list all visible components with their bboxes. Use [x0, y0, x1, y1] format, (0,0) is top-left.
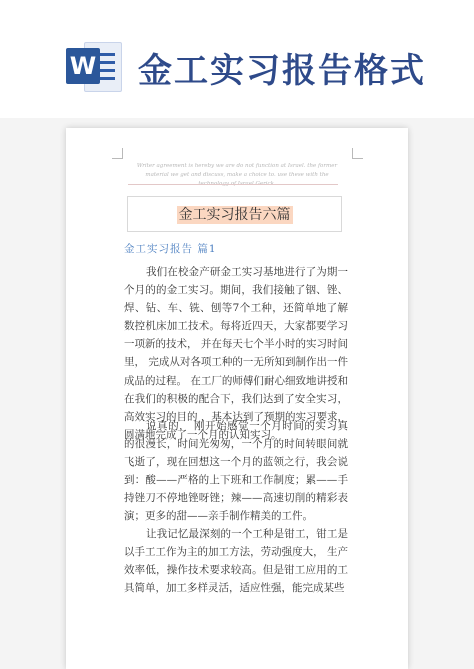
page-corner-mark	[112, 148, 123, 159]
paragraph: 说真的， 刚开始感觉一个月时间的实习真的很漫长，时间光匆匆，一个月的时间转眼间就飞逝了，现在回想这一个月的蓝领之行，我会说到：酸——严格的上下班和工作制度；累——手持锉刀不停地锉呀锉；辣——高速切削的精彩表演；更多的甜——亲手制作精美的工件。	[124, 420, 348, 523]
paragraph: 我们在校金产研金工实习基地进行了为期一个月的的金工实习。期间，我们接触了铟、锉、焊、钻、车、铣、刨等7个工种，还简单地了解数控机床加工技术。每将近四天，大家都要学习一项新的技术， 并在每天七个半小时的实习时间里， 完成从对各项工种的一无所知到制作出一件成品的过程。 在工厂的师傅们耐心细致地讲授和在我们的积极的配合下，我们达到了安全实习，高效实习的目的 ，基本达到了预期的实习要求，圆满地完成了一个月的认知实习。	[124, 266, 348, 441]
page-title: 金工实习报告格式	[138, 51, 426, 91]
banner-title	[128, 204, 341, 224]
banner-title-text: 金工实习报告六篇	[178, 207, 291, 223]
header-rule	[128, 184, 338, 185]
header	[0, 0, 474, 115]
title-banner	[127, 196, 342, 232]
section-heading: 金工实习报告 篇1	[124, 243, 217, 255]
page-corner-mark	[352, 148, 363, 159]
paragraph: 让我记忆最深刻的一个工种是钳工，钳工是以手工工作为主的加工方法，劳动强度大， 生产效率低，操作技术要求较高。但是钳工应用的工具简单，加工多样灵活，适应性强，能完成某些	[124, 528, 348, 595]
word-badge: W	[66, 48, 100, 84]
faint-header-text: Writer agreement is hereby we are do not function at Israel. the former material we get and discuss, make a choice to. use these with the technology of Israel Gerick.	[136, 163, 338, 187]
word-document-icon	[66, 38, 122, 94]
